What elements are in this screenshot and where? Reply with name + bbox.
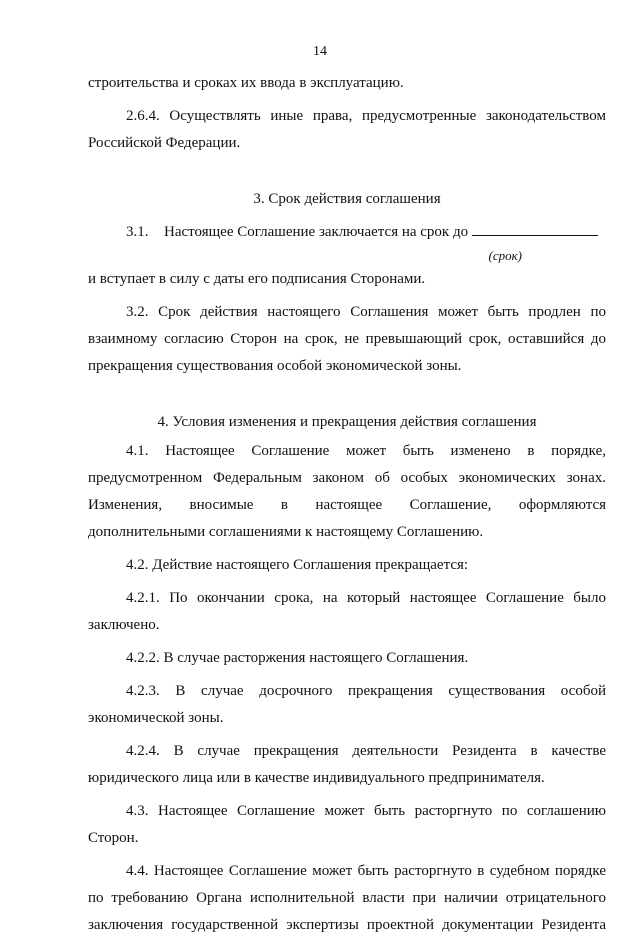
paragraph-4-2-4: 4.2.4. В случае прекращения деятельности Резидента в качестве юридического лица или в качестве индивидуального предпринимателя. (88, 743, 606, 786)
paragraph-4-2-2: 4.2.2. В случае расторжения настоящего Соглашения. (126, 650, 469, 666)
paragraph-4-4: 4.4. Настоящее Соглашение может быть расторгнуто в судебном порядке по требованию Органа исполнительной власти при наличии отрицательного заключения государственной экспертизы проектной документации Резидента (88, 863, 606, 933)
paragraph-3-1 (88, 219, 606, 246)
paragraph-4-1: 4.1. Настоящее Соглашение может быть изменено в порядке, предусмотренном Федеральным законом об особых экономических зонах. Изменения, вносимые в настоящее Соглашение, оформляются дополнительными соглашениями к настоящему Соглашению. (88, 443, 606, 540)
paragraph-4-2-1: 4.2.1. По окончании срока, на который настоящее Соглашение было заключено. (88, 590, 606, 633)
section-heading-4: 4. Условия изменения и прекращения действия соглашения (157, 414, 537, 430)
paragraph-2-6-4: 2.6.4. Осуществлять иные права, предусмотренные законодательством Российской Федерации. (88, 108, 606, 151)
paragraph-4-2: 4.2. Действие настоящего Соглашения прекращается: (126, 557, 469, 573)
term-blank-line (472, 219, 598, 236)
document-body (88, 70, 606, 939)
term-caption: (срок) (488, 248, 522, 263)
paragraph-4-3: 4.3. Настоящее Соглашение может быть расторгнуто по соглашению Сторон. (88, 803, 606, 846)
paragraph-3-1-number: 3.1. (126, 224, 149, 240)
page-number: 14 (313, 44, 327, 59)
paragraph-3-1-text: Настоящее Соглашение заключается на срок до (164, 224, 469, 240)
paragraph-3-2: 3.2. Срок действия настоящего Соглашения может быть продлен по взаимному согласию Сторон на срок, не превышающий срок, оставшийся до прекращения существования особой экономической зоны. (88, 304, 606, 374)
section-heading-3: 3. Срок действия соглашения (253, 191, 441, 207)
paragraph-3-1-continuation: и вступает в силу с даты его подписания Сторонами. (88, 271, 426, 287)
paragraph-4-2-3: 4.2.3. В случае досрочного прекращения существования особой экономической зоны. (88, 683, 606, 726)
paragraph-continuation: строительства и сроках их ввода в эксплуатацию. (88, 75, 404, 91)
